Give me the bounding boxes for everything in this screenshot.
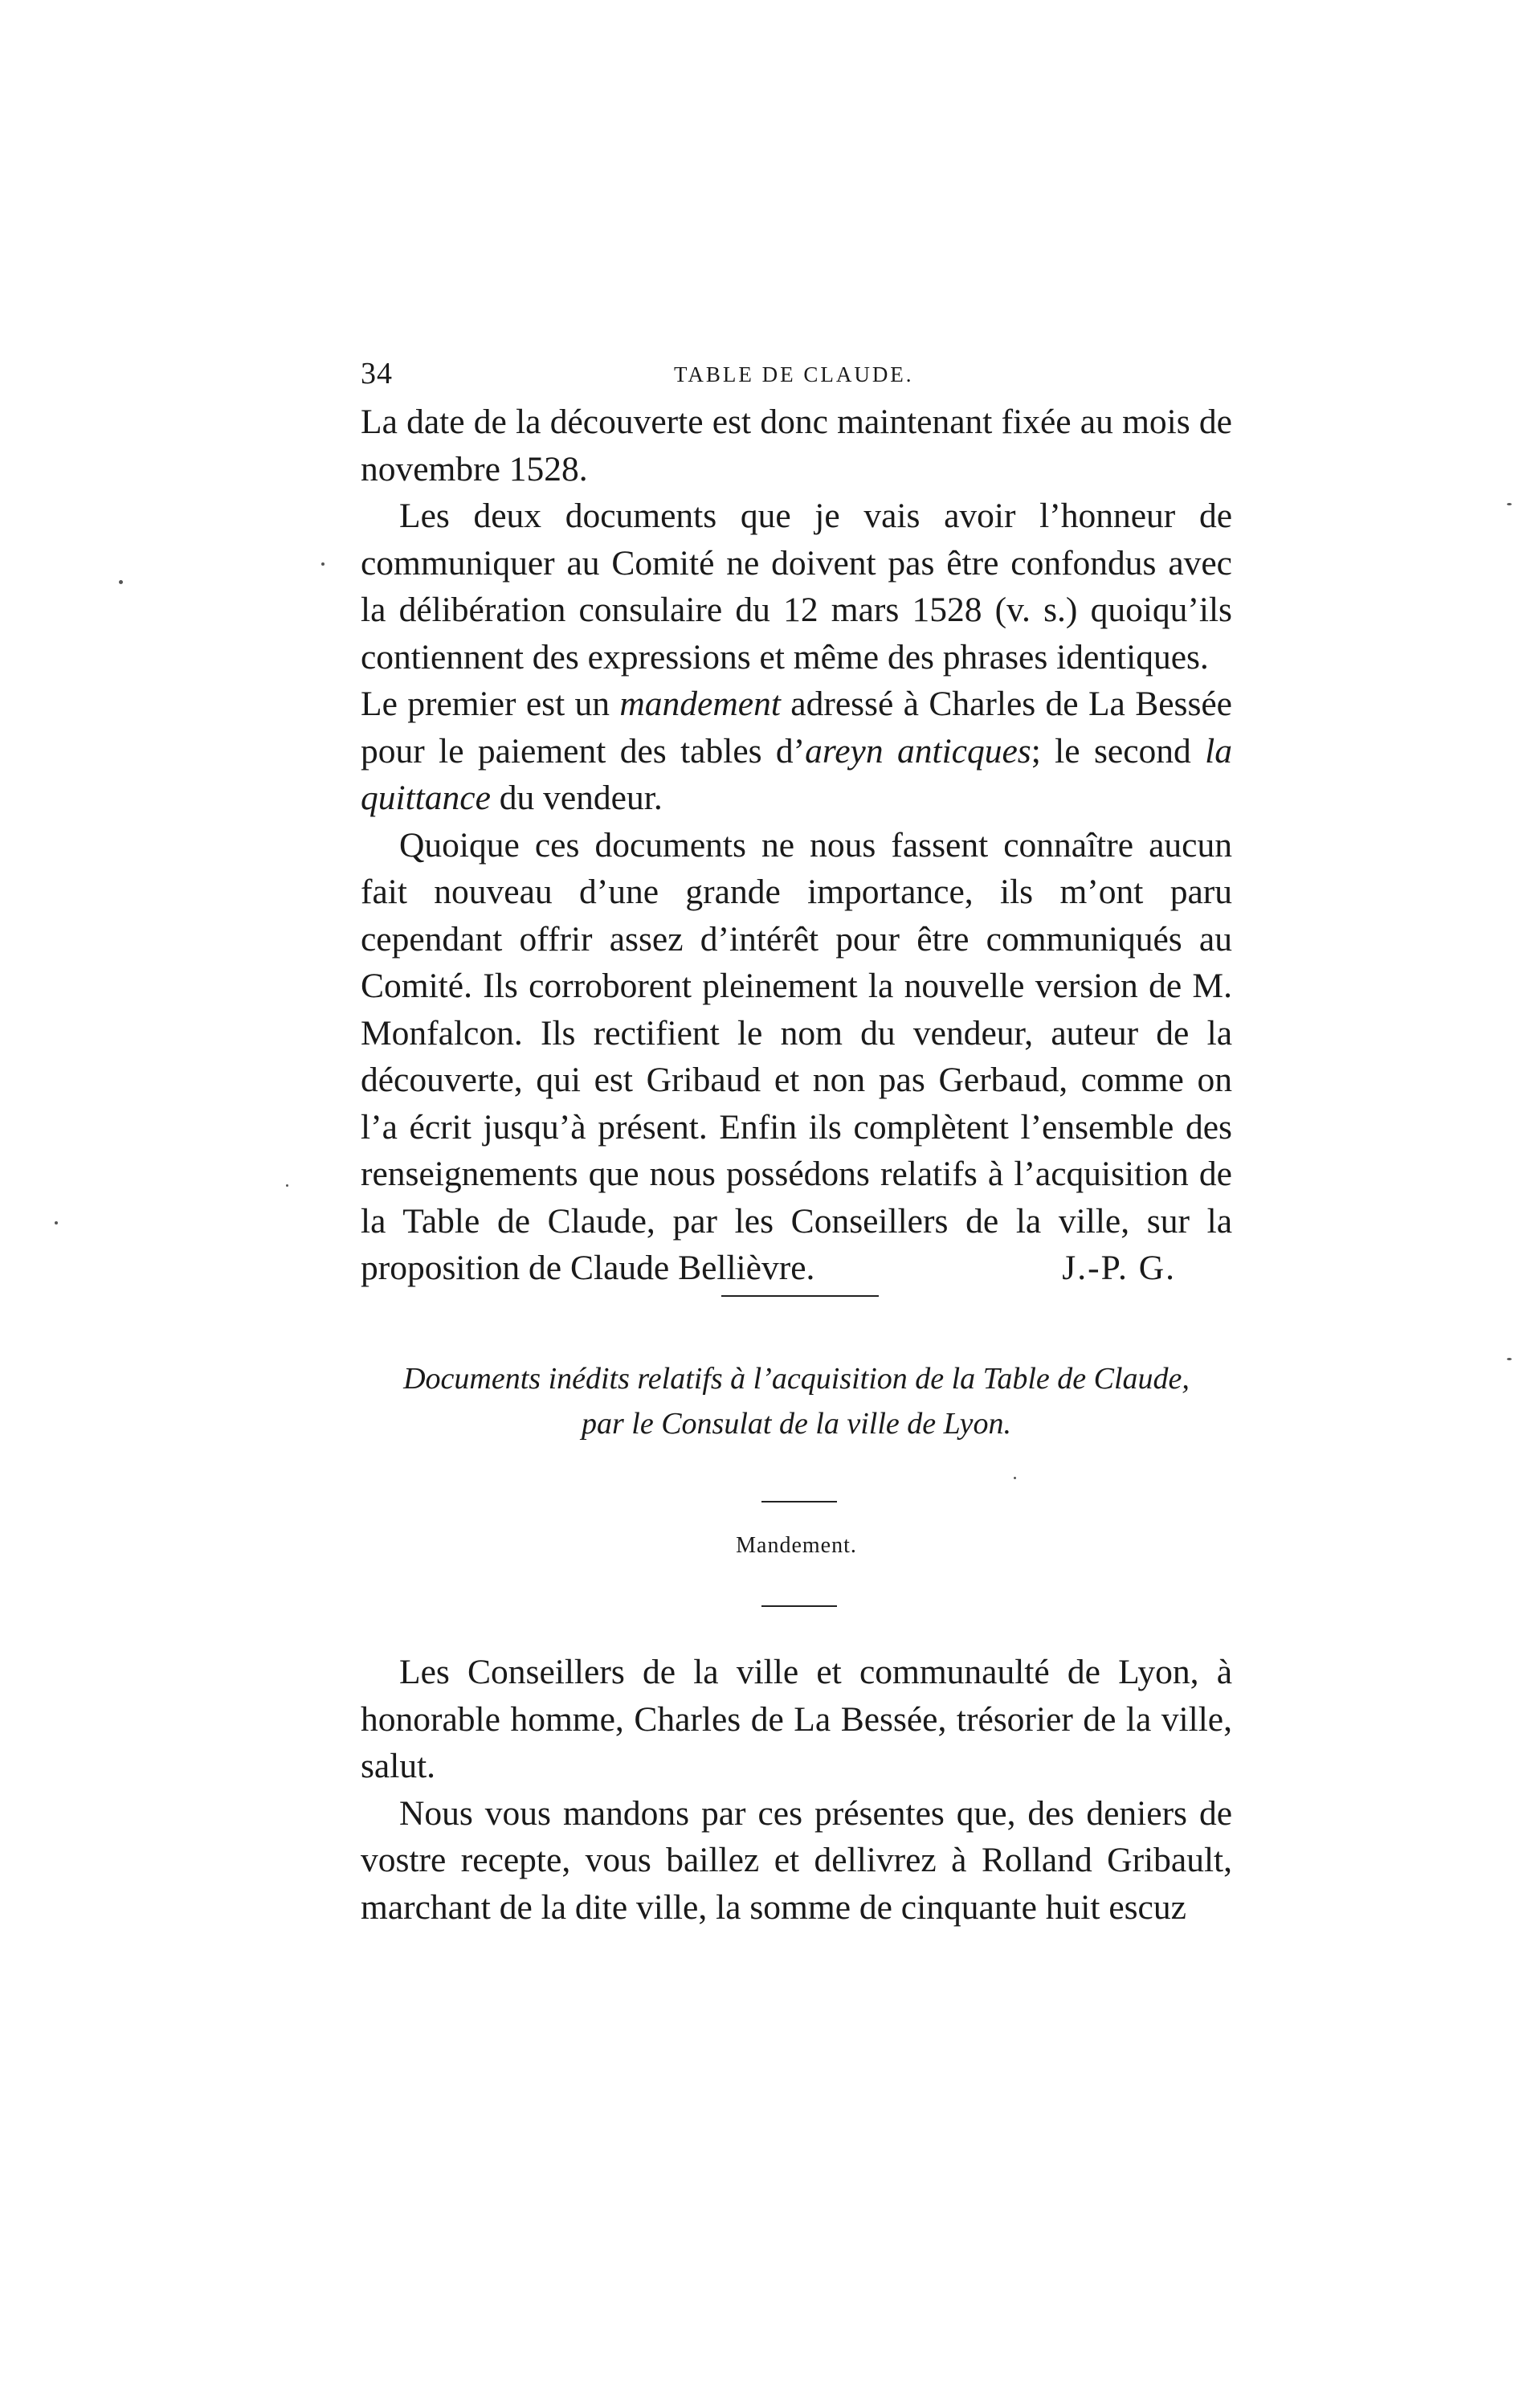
- paragraph-mixed: [361, 681, 1232, 822]
- intro-text: [361, 399, 1232, 1292]
- mandement-text: [361, 1649, 1232, 1931]
- text-run: Le premier est un: [361, 685, 620, 723]
- scan-speck: [119, 580, 123, 584]
- paragraph-text: Quoique ces documents ne nous fassent connaître aucun fait nouveau d’une grande importance, ils m’ont paru cependant offrir assez d’intérêt pour être communiqués au Comité. Ils corroborent pleinement la nouvelle version de M. Monfalcon. Ils rectifient le nom du vendeur, auteur de la découverte, qui est Gribaud et non pas Gerbaud, comme on l’a écrit jusqu’à présent. Enfin ils complètent l’ensemble des renseignements que nous possédons relatifs à l’acquisition de la Table de Claude, par les Conseillers de la ville, sur la proposition de Claude Bellièvre.: [361, 825, 1232, 1287]
- scan-speck: [321, 562, 325, 566]
- page-header: [361, 356, 1244, 396]
- section-divider: [721, 1295, 879, 1297]
- documents-heading-line1: Documents inédits relatifs à l’acquisition de la Table de Claude,: [403, 1362, 1190, 1396]
- scan-speck: [55, 1221, 58, 1224]
- paragraph: Les deux documents que je vais avoir l’honneur de communiquer au Comité ne doivent pas être confondus avec la délibération consulaire du 12 mars 1528 (v. s.) quoiqu’ils contiennent des expressions et même des phrases identiques.: [361, 497, 1232, 677]
- emphasis-areyn: areyn anticques: [805, 731, 1031, 771]
- paragraph: Les Conseillers de la ville et communaulté de Lyon, à honorable homme, Charles de La Bessée, trésorier de la ville, salut.: [361, 1653, 1232, 1785]
- scan-speck: [1507, 503, 1512, 505]
- emphasis-mandement: mandement: [619, 685, 781, 723]
- scan-speck: [1507, 1358, 1512, 1360]
- author-signature: J.-P. G.: [1062, 1249, 1176, 1287]
- text-run: ; le second: [1031, 731, 1206, 771]
- page-number: 34: [361, 357, 393, 390]
- emphasis-quittance: la quittance: [361, 731, 1232, 817]
- paragraph: La date de la découverte est donc maintenant fixée au mois de novembre 1528.: [361, 403, 1232, 489]
- scan-speck: [1014, 1477, 1016, 1479]
- mandement-title: Mandement.: [736, 1533, 857, 1558]
- scan-speck: [286, 1184, 288, 1187]
- documents-heading: [361, 1356, 1232, 1446]
- short-divider-bottom: [761, 1605, 837, 1607]
- paragraph: Nous vous mandons par ces présentes que, des deniers de vostre recepte, vous baillez et dellivrez à Rolland Gribault, marchant de la dite ville, la somme de cinquante huit escuz: [361, 1793, 1232, 1927]
- running-title: TABLE DE CLAUDE.: [674, 362, 914, 386]
- paragraph-with-signature: [361, 822, 1232, 1292]
- text-run: adressé à Charles de La Bessée pour le paiement des tables d’: [361, 685, 1232, 771]
- short-divider-top: [761, 1501, 837, 1502]
- text-run: du vendeur.: [490, 779, 663, 817]
- documents-heading-line2: par le Consulat de la ville de Lyon.: [581, 1407, 1012, 1441]
